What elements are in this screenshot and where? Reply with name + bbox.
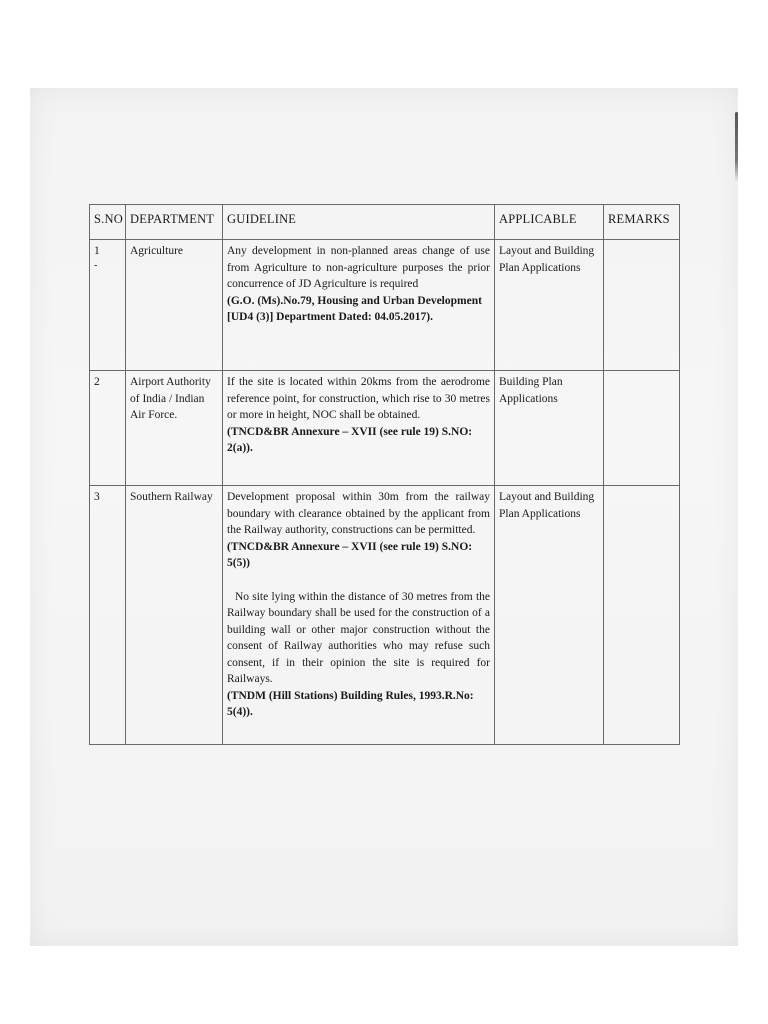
header-sno: S.NO: [90, 205, 126, 240]
sno-value: 3: [94, 491, 100, 503]
cell-guideline: [223, 486, 495, 745]
cell-department: Agriculture: [126, 240, 223, 371]
cell-applicable: Building Plan Applications: [495, 371, 604, 486]
cell-guideline: [223, 240, 495, 371]
table-row: [90, 371, 680, 486]
cell-sno: [90, 371, 126, 486]
guideline-text: If the site is located within 20kms from the aerodrome reference point, for construction, which rise to 30 metres or more in height, NOC shall be obtained.: [227, 376, 490, 421]
guideline-reference: (TNCD&BR Annexure – XVII (see rule 19) S.NO: 2(a)).: [227, 425, 473, 454]
guideline-reference: (TNCD&BR Annexure – XVII (see rule 19) S.NO: 5(5)): [227, 540, 473, 569]
cell-department: Airport Authority of India / Indian Air Force.: [126, 371, 223, 486]
cell-department: Southern Railway: [126, 486, 223, 745]
guideline-reference: (TNDM (Hill Stations) Building Rules, 1993.R.No: 5(4)).: [227, 689, 474, 718]
cell-applicable: Layout and Building Plan Applications: [495, 486, 604, 745]
cell-remarks: [604, 486, 680, 745]
guideline-reference: (G.O. (Ms).No.79, Housing and Urban Development [UD4 (3)] Department Dated: 04.05.2017).: [227, 294, 482, 323]
table-row: [90, 240, 680, 371]
guideline-table: [89, 204, 680, 745]
header-department: DEPARTMENT: [126, 205, 223, 240]
header-applicable: APPLICABLE: [495, 205, 604, 240]
sno-mark: -: [94, 259, 98, 271]
header-guideline: GUIDELINE: [223, 205, 495, 240]
paragraph-gap: [227, 572, 490, 589]
cell-applicable: Layout and Building Plan Applications: [495, 240, 604, 371]
guideline-text: No site lying within the distance of 30 metres from the Railway boundary shall be used for the construction of a building wall or other major construction without the consent of Railway authorities who may refuse such consent, if in their opinion the site is required for Railways.: [227, 590, 490, 685]
sno-value: 2: [94, 376, 100, 388]
cell-remarks: [604, 371, 680, 486]
cell-sno: [90, 240, 126, 371]
header-remarks: REMARKS: [604, 205, 680, 240]
cell-guideline: [223, 371, 495, 486]
guideline-text: Development proposal within 30m from the railway boundary with clearance obtained by the applicant from the Railway authority, constructions can be permitted.: [227, 491, 490, 536]
sno-value: 1: [94, 245, 100, 257]
page-edge-shadow: [735, 112, 738, 182]
guideline-text: Any development in non-planned areas change of use from Agriculture to non-agriculture purposes the prior concurrence of JD Agriculture is required: [227, 245, 490, 290]
table-row: [90, 486, 680, 745]
table-header-row: [90, 205, 680, 240]
cell-remarks: [604, 240, 680, 371]
cell-sno: [90, 486, 126, 745]
